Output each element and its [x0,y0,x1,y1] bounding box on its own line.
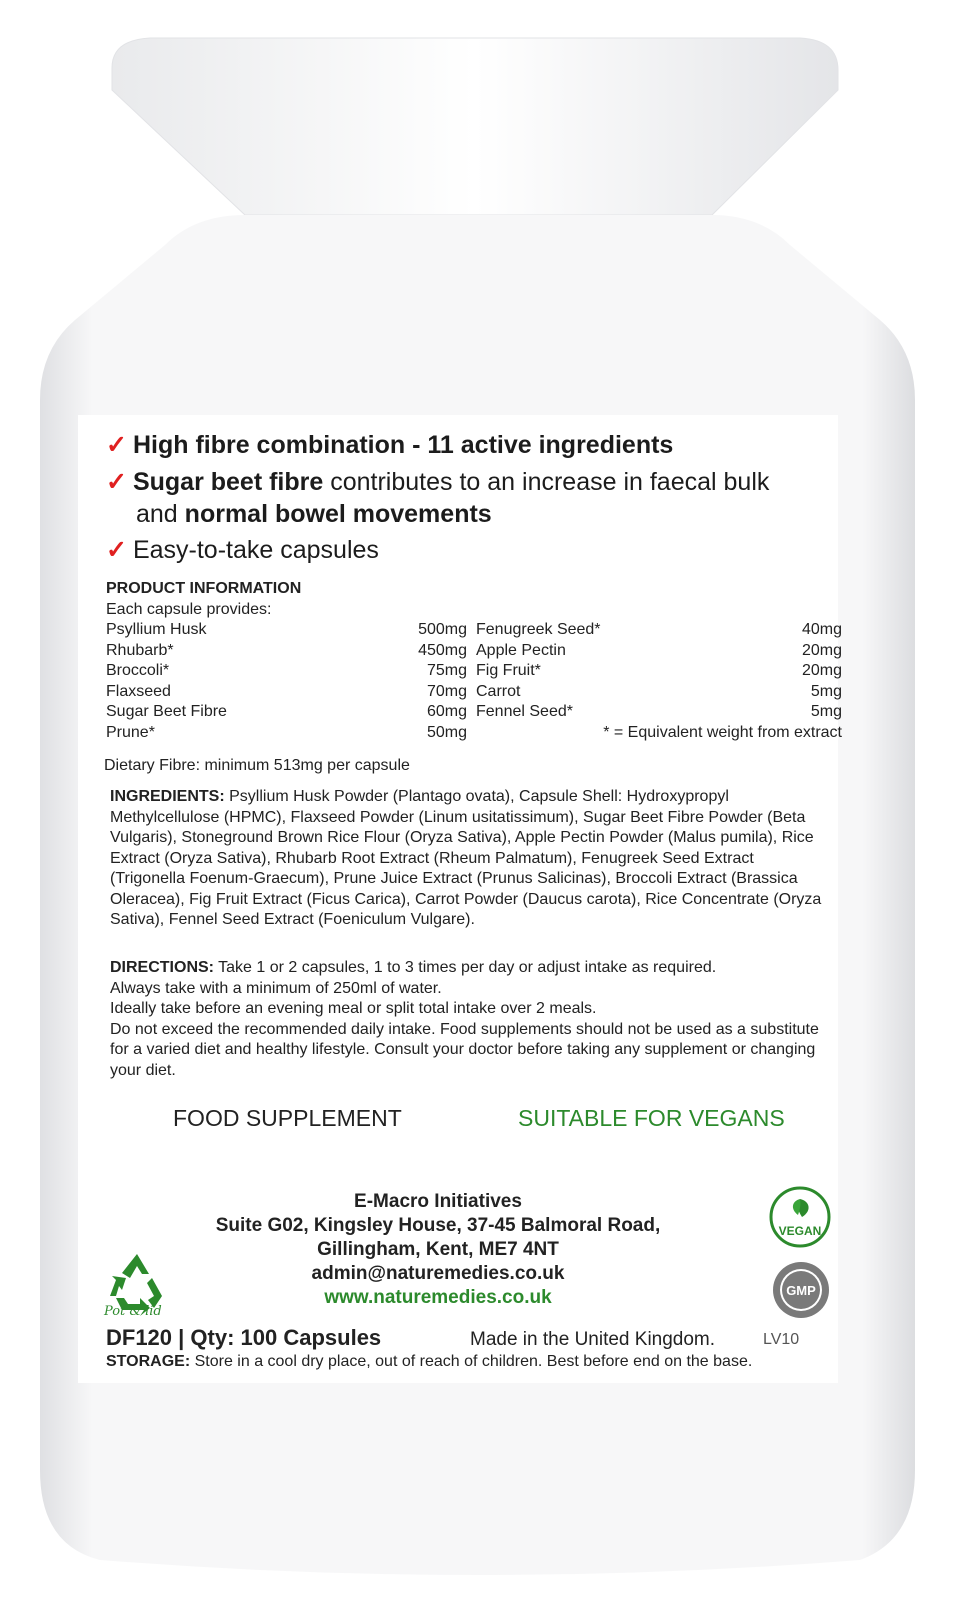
made-in: Made in the United Kingdom. [470,1329,716,1350]
product-information [106,578,842,743]
product-code: DF120 | Qty: 100 Capsules [106,1325,382,1350]
ingredients: INGREDIENTS: Psyllium Husk Powder (Plantago ovata), Capsule Shell: Hydroxypropyl Methylcellulose (HPMC), Flaxseed Powder (Linum usitatissimum), Sugar Beet Fibre Powder (Beta Vulgaris), Stoneground Brown Rice Flour (Oryza Sativa), Apple Pectin Powder (Malus pumila), Rice Extract (Oryza Sativa), Rhubarb Root Extract (Rheum Palmatum), Fenugreek Seed Extract (Trigonella Foenum-Graecum), Prune Juice Extract (Prunus Salicinas), Broccoli Extract (Brassica Oleracea), Fig Fruit Extract (Ficus Carica), Carrot Powder (Daucus carota), Rice Concentrate (Oryza Sativa), Fennel Seed Extract (Foeniculum Vulgare). [110,788,822,928]
claim-1: ✓ High fibre combination - 11 active ingredients [106,431,674,459]
suitable-for-vegans: SUITABLE FOR VEGANS [518,1105,785,1131]
gmp-badge-icon [771,1260,831,1320]
product-info-heading: PRODUCT INFORMATION [106,580,302,597]
nutrient-row: Flaxseed 70mg Carrot 5mg [106,682,842,700]
email-address: admin@naturemedies.co.uk [311,1263,565,1284]
nutrient-row: Rhubarb* 450mg Apple Pectin 20mg [106,641,842,659]
nutrient-row: Broccoli* 75mg Fig Fruit* 20mg [106,662,842,679]
check-icon: ✓ [106,468,127,496]
nutrient-row: Psyllium Husk 500mg Fenugreek Seed* 40mg [106,621,842,638]
nutrient-row: Sugar Beet Fibre 60mg Fennel Seed* 5mg [106,703,842,720]
version-code: LV10 [763,1331,800,1348]
vegan-badge-icon [768,1185,832,1249]
company-address: E-Macro Initiatives Suite G02, Kingsley House, 37-45 Balmoral Road, Gillingham, Kent, ME7 4NT admin@naturemedies.co.uk www.naturemedies.co.uk [178,1190,698,1310]
directions: DIRECTIONS: Take 1 or 2 capsules, 1 to 3 times per day or adjust intake as required. Always take with a minimum of 250ml of water. Ideally take before an evening meal or split total intake over 2 meals. Do not exceed the recommended daily intake. Food supplements should not be used as a substitute for a varied diet and healthy lifestyle. Consult your doctor before taking any supplement or changing your diet. [110,959,819,1079]
pot-and-lid-label: Pot & lid [104,1304,162,1319]
storage-info: STORAGE: Store in a cool dry place, out of reach of children. Best before end on the base. [106,1353,753,1370]
claim-3: ✓ Easy-to-take capsules [106,536,379,564]
equivalent-note: * = Equivalent weight from extract [603,723,842,741]
svg-text:VEGAN: VEGAN [778,1224,822,1238]
nutrient-row: Prune* 50mg * = Equivalent weight from extract [106,723,842,744]
product-label [78,415,842,1383]
check-icon: ✓ [106,431,127,459]
dietary-fibre: Dietary Fibre: minimum 513mg per capsule [104,757,410,774]
website-link[interactable]: www.naturemedies.co.uk [324,1287,552,1308]
bottle-cap [112,38,838,215]
claim-2: ✓ Sugar beet fibre contributes to an increase in faecal bulk and normal bowel movements [106,468,770,528]
check-icon: ✓ [106,536,127,564]
svg-text:GMP: GMP [786,1283,816,1298]
food-supplement: FOOD SUPPLEMENT [173,1105,402,1131]
product-info-sub: Each capsule provides: [106,601,272,618]
